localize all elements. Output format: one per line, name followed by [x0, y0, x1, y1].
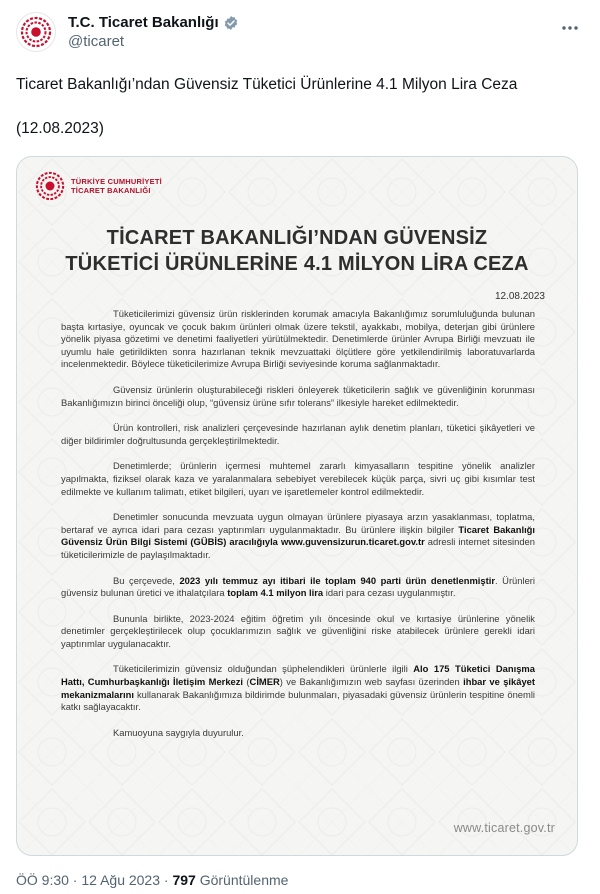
document-title	[17, 225, 577, 277]
avatar[interactable]	[16, 12, 56, 52]
ministry-logo-icon	[35, 171, 65, 201]
tweet-time[interactable]: ÖÖ 9:30	[16, 872, 69, 888]
more-dots-icon	[560, 18, 580, 38]
logo-line-2: TİCARET BAKANLIĞI	[71, 186, 151, 195]
paragraph-8: Tüketicilerimizin güvensiz olduğundan şüphelendikleri ürünlerle ilgili Alo 175 Tüketici Danışma Hattı, Cumhurbaşkanlığı İletişim Merkezi (CİMER) ve Bakanlığımızın web sayfası üzerinden ihbar ve şikâyet mekanizmalarını kullanarak Bakanlığımıza bildirimde bulunmaları, piyasadaki güvensiz ürünlerin tespitine önemli katkı sağlayacaktır.	[61, 663, 535, 713]
views-label: Görüntülenme	[195, 872, 289, 888]
paragraph-2: Güvensiz ürünlerin oluşturabileceği riskleri önleyerek tüketicilerin sağlık ve güvenliğinin korunması Bakanlığımızın birinci önceliği olup, “güvensiz ürüne sıfır tolerans” ilkesiyle hareket edilmektedir.	[61, 383, 535, 408]
paragraph-5: Denetimler sonucunda mevzuata uygun olmayan ürünlere piyasaya arzın yasaklanması, toplatma, bertaraf ve ayrıca idari para cezası yaptırımları uygulanmaktadır. Bu ürünlere ilişkin bilgiler Ticaret Bakanlığı Güvensiz Ürün Bilgi Sistemi (GÜBİS) aracılığıyla www.guvensizurun.ticaret.gov.tr adresli internet sitesinden tüketicilerimizle de paylaşılmaktadır.	[61, 511, 536, 560]
paragraph-9: Kamuoyuna saygıyla duyurulur.	[113, 726, 244, 738]
paragraph-4: Denetimlerde; ürünlerin içermesi muhtemel zararlı kimyasalların tespitine yönelik analizler yapılmakta, fiziksel olarak kaza ve yaralanmalara sebebiyet verebilecek küçük parça, sivri uç gibi kısımlar test edilmekte ve kullanım talimatı, etiket bilgileri, uyarı ve işaretlemeler kontrol edilmektedir.	[61, 460, 535, 497]
verified-badge-icon	[223, 15, 239, 31]
handle[interactable]: @ticaret	[68, 33, 125, 50]
tweet-meta: ÖÖ 9:30 · 12 Ağu 2023 · 797 Görüntülenme	[16, 872, 289, 888]
tweet-date-line: (12.08.2023)	[16, 120, 104, 137]
document-logo	[35, 171, 162, 201]
document-title-line-2: TÜKETİCİ ÜRÜNLERİNE 4.1 MİLYON LİRA CEZA	[65, 253, 529, 275]
views-count: 797	[172, 872, 196, 888]
tweet-header	[16, 12, 584, 56]
document-body	[61, 308, 535, 752]
document-date: 12.08.2023	[494, 291, 545, 302]
paragraph-1: Tüketicilerimizi güvensiz ürün risklerinden korumak amacıyla Bakanlığımız sorumluluğunda bulunan başta kırtasiye, oyuncak ve çocuk bakım ürünleri olmak üzere tekstil, ayakkabı, mobilya, deterjan gibi ürünlere yönelik piyasa gözetimi ve denetimi faaliyetleri yürütülmektedir. Denetimlerde ürünler Avrupa Birliği mevzuatı ile uyumlu hale getirildikten sonra hazırlanan teknik mevzuattaki ölçütlere göre yetkilendirilmiş laboratuvarlarda incelenmektedir. Böylece tüketicilerimize Avrupa Birliği seviyesinde koruma sağlanmaktadır.	[61, 308, 535, 370]
tweet-date[interactable]: 12 Ağu 2023	[81, 872, 161, 888]
logo-line-1: TÜRKİYE CUMHURİYETİ	[71, 177, 162, 186]
display-name[interactable]: T.C. Ticaret Bakanlığı	[68, 14, 219, 31]
tweet-media-image[interactable]	[16, 156, 578, 856]
document-footer-url: www.ticaret.gov.tr	[453, 821, 555, 835]
more-options-button[interactable]	[556, 14, 584, 42]
tweet-text: Ticaret Bakanlığı’ndan Güvensiz Tüketici Ürünlerine 4.1 Milyon Lira Ceza	[16, 76, 518, 93]
ministry-emblem-icon	[20, 16, 52, 48]
author-info	[68, 14, 239, 50]
paragraph-6: Bu çerçevede, 2023 yılı temmuz ayı itibari ile toplam 940 parti ürün denetlenmiştir. Ürünleri güvensiz bulunan üretici ve ithalatçılara toplam 4.1 milyon lira idari para cezası uygulanmıştır.	[61, 574, 535, 599]
paragraph-7: Bununla birlikte, 2023-2024 eğitim öğretim yılı öncesinde okul ve kırtasiye ürünlerine yönelik denetimler gerçekleştirilecek olup çocuklarımızın sağlık ve güvenliğini riske atabilecek ürünlere gerekli idari yaptırımlar uygulanacaktır.	[61, 612, 535, 649]
document-title-line-1: TİCARET BAKANLIĞI’NDAN GÜVENSİZ	[106, 227, 488, 249]
paragraph-3: Ürün kontrolleri, risk analizleri çerçevesinde hazırlanan aylık denetim planları, tüketici şikâyetleri ve diğer bildirimler doğrultusunda gerçekleştirilmektedir.	[61, 422, 535, 446]
